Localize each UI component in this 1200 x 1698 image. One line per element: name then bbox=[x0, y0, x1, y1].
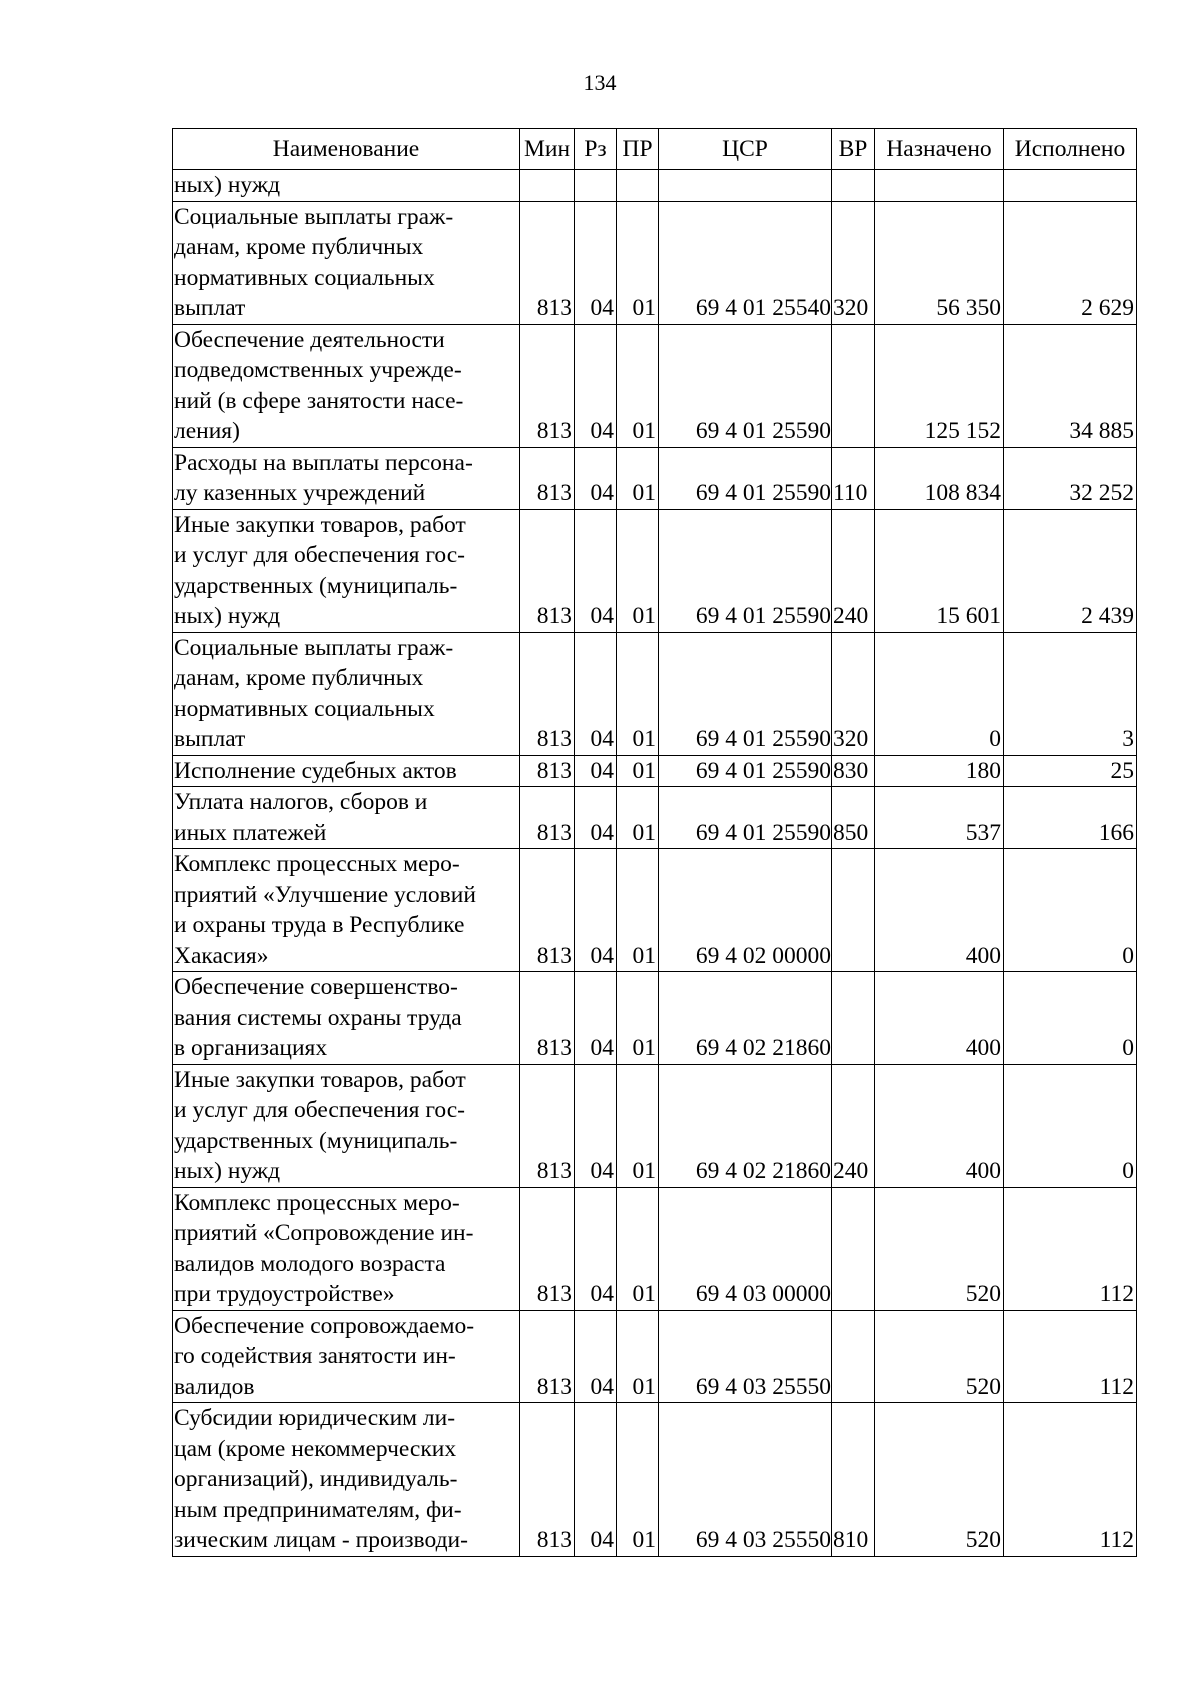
row-pr: 01 bbox=[617, 972, 659, 1065]
row-csr: 69 4 02 00000 bbox=[659, 849, 832, 972]
row-executed: 112 bbox=[1004, 1403, 1137, 1557]
row-csr: 69 4 01 25590 bbox=[659, 632, 832, 755]
row-assigned: 56 350 bbox=[875, 201, 1004, 324]
row-name-line: приятий «Улучшение условий bbox=[174, 881, 476, 908]
row-name bbox=[173, 447, 520, 509]
header-rz: Рз bbox=[575, 129, 617, 170]
row-vr bbox=[832, 1310, 875, 1403]
row-name-line: ударственных (муниципаль- bbox=[174, 1127, 458, 1154]
row-name-line: выплат bbox=[174, 295, 246, 321]
row-rz: 04 bbox=[575, 509, 617, 632]
row-executed: 112 bbox=[1004, 1310, 1137, 1403]
row-pr bbox=[617, 170, 659, 202]
row-min: 813 bbox=[520, 509, 575, 632]
row-name-line: Социальные выплаты граж- bbox=[174, 634, 454, 661]
row-name-line: выплат bbox=[174, 726, 246, 752]
row-assigned: 0 bbox=[875, 632, 1004, 755]
row-name-line: нормативных социальных bbox=[174, 695, 435, 722]
row-assigned: 125 152 bbox=[875, 324, 1004, 447]
row-min: 813 bbox=[520, 972, 575, 1065]
row-name bbox=[173, 1064, 520, 1187]
row-name bbox=[173, 849, 520, 972]
row-name-line: Обеспечение совершенство- bbox=[174, 974, 458, 1000]
row-name-line: ных) нужд bbox=[174, 172, 281, 198]
row-csr bbox=[659, 170, 832, 202]
row-name bbox=[173, 1187, 520, 1310]
row-executed: 25 bbox=[1004, 755, 1137, 787]
header-min: Мин bbox=[520, 129, 575, 170]
row-csr: 69 4 03 25550 bbox=[659, 1403, 832, 1557]
row-csr: 69 4 01 25590 bbox=[659, 509, 832, 632]
row-pr: 01 bbox=[617, 1403, 659, 1557]
table-row bbox=[173, 1187, 1137, 1310]
row-rz: 04 bbox=[575, 632, 617, 755]
table-row bbox=[173, 447, 1137, 509]
row-name-line: и охраны труда в Республике bbox=[174, 912, 465, 938]
table-header-row bbox=[173, 129, 1137, 170]
row-rz: 04 bbox=[575, 787, 617, 849]
row-name-line: Субсидии юридическим ли- bbox=[174, 1405, 456, 1431]
row-vr bbox=[832, 972, 875, 1065]
header-vr: ВР bbox=[832, 129, 875, 170]
row-assigned: 520 bbox=[875, 1310, 1004, 1403]
table-row bbox=[173, 972, 1137, 1065]
row-csr: 69 4 03 25550 bbox=[659, 1310, 832, 1403]
row-assigned: 400 bbox=[875, 1064, 1004, 1187]
row-name-line: Уплата налогов, сборов и bbox=[174, 789, 428, 815]
row-name-line: Исполнение судебных актов bbox=[174, 757, 457, 784]
row-name-line: Иные закупки товаров, работ bbox=[174, 1066, 466, 1093]
row-csr: 69 4 01 25590 bbox=[659, 324, 832, 447]
row-executed: 0 bbox=[1004, 849, 1137, 972]
row-name bbox=[173, 755, 520, 787]
row-name-line: Обеспечение сопровождаемо- bbox=[174, 1312, 475, 1339]
row-name bbox=[173, 972, 520, 1065]
row-vr bbox=[832, 324, 875, 447]
row-name-line: Социальные выплаты граж- bbox=[174, 203, 454, 230]
row-assigned: 520 bbox=[875, 1187, 1004, 1310]
row-name-line: ным предпринимателям, фи- bbox=[174, 1496, 462, 1523]
row-assigned: 15 601 bbox=[875, 509, 1004, 632]
row-assigned: 400 bbox=[875, 849, 1004, 972]
row-executed: 2 629 bbox=[1004, 201, 1137, 324]
row-name bbox=[173, 1403, 520, 1557]
row-name-line: данам, кроме публичных bbox=[174, 234, 424, 260]
row-assigned: 400 bbox=[875, 972, 1004, 1065]
row-vr: 830 bbox=[832, 755, 875, 787]
row-rz: 04 bbox=[575, 1064, 617, 1187]
row-rz: 04 bbox=[575, 201, 617, 324]
row-csr: 69 4 01 25590 bbox=[659, 755, 832, 787]
row-name-line: Иные закупки товаров, работ bbox=[174, 511, 466, 538]
row-name-line: го содействия занятости ин- bbox=[174, 1343, 456, 1369]
row-name-line: ударственных (муниципаль- bbox=[174, 572, 458, 599]
row-pr: 01 bbox=[617, 787, 659, 849]
table-row bbox=[173, 324, 1137, 447]
row-name-line: Комплекс процессных меро- bbox=[174, 851, 460, 877]
row-executed: 0 bbox=[1004, 1064, 1137, 1187]
row-vr bbox=[832, 170, 875, 202]
row-name-line: валидов bbox=[174, 1373, 255, 1400]
row-executed bbox=[1004, 170, 1137, 202]
row-name bbox=[173, 787, 520, 849]
row-executed: 34 885 bbox=[1004, 324, 1137, 447]
row-rz: 04 bbox=[575, 849, 617, 972]
row-name bbox=[173, 201, 520, 324]
row-name-line: иных платежей bbox=[174, 819, 327, 846]
row-vr: 240 bbox=[832, 509, 875, 632]
row-name-line: ных) нужд bbox=[174, 603, 281, 629]
row-vr bbox=[832, 849, 875, 972]
row-name bbox=[173, 170, 520, 202]
row-rz: 04 bbox=[575, 755, 617, 787]
row-name-line: зическим лицам - производи- bbox=[174, 1527, 468, 1553]
header-pr: ПР bbox=[617, 129, 659, 170]
table-body bbox=[173, 170, 1137, 1557]
row-name-line: лу казенных учреждений bbox=[174, 480, 426, 506]
table-row bbox=[173, 1403, 1137, 1557]
row-executed: 32 252 bbox=[1004, 447, 1137, 509]
table-row bbox=[173, 1064, 1137, 1187]
row-csr: 69 4 01 25590 bbox=[659, 787, 832, 849]
page-number: 134 bbox=[583, 70, 617, 95]
row-executed: 112 bbox=[1004, 1187, 1137, 1310]
row-assigned: 180 bbox=[875, 755, 1004, 787]
row-min: 813 bbox=[520, 324, 575, 447]
row-csr: 69 4 02 21860 bbox=[659, 1064, 832, 1187]
row-name-line: в организациях bbox=[174, 1035, 328, 1061]
row-name bbox=[173, 324, 520, 447]
row-csr: 69 4 03 00000 bbox=[659, 1187, 832, 1310]
row-vr: 240 bbox=[832, 1064, 875, 1187]
row-executed: 3 bbox=[1004, 632, 1137, 755]
row-assigned: 520 bbox=[875, 1403, 1004, 1557]
row-name-line: и услуг для обеспечения гос- bbox=[174, 1097, 465, 1123]
table-row bbox=[173, 509, 1137, 632]
row-rz: 04 bbox=[575, 1310, 617, 1403]
table-row bbox=[173, 787, 1137, 849]
row-csr: 69 4 01 25540 bbox=[659, 201, 832, 324]
row-pr: 01 bbox=[617, 1064, 659, 1187]
row-rz: 04 bbox=[575, 972, 617, 1065]
row-min: 813 bbox=[520, 1310, 575, 1403]
row-rz: 04 bbox=[575, 1403, 617, 1557]
row-name-line: Расходы на выплаты персона- bbox=[174, 449, 473, 476]
row-pr: 01 bbox=[617, 1310, 659, 1403]
row-name-line: организаций), индивидуаль- bbox=[174, 1466, 458, 1492]
row-name-line: нормативных социальных bbox=[174, 264, 435, 291]
row-assigned: 537 bbox=[875, 787, 1004, 849]
row-executed: 166 bbox=[1004, 787, 1137, 849]
row-name-line: при трудоустройстве» bbox=[174, 1281, 395, 1307]
row-pr: 01 bbox=[617, 447, 659, 509]
table-row bbox=[173, 849, 1137, 972]
row-name-line: ления) bbox=[174, 418, 240, 444]
row-name-line: данам, кроме публичных bbox=[174, 665, 424, 691]
table-row bbox=[173, 755, 1137, 787]
row-name-line: валидов молодого возраста bbox=[174, 1250, 446, 1277]
budget-table bbox=[172, 128, 1137, 1557]
row-name bbox=[173, 1310, 520, 1403]
row-vr: 320 bbox=[832, 632, 875, 755]
row-name-line: и услуг для обеспечения гос- bbox=[174, 542, 465, 568]
table-row bbox=[173, 632, 1137, 755]
row-min: 813 bbox=[520, 447, 575, 509]
row-name-line: Хакасия» bbox=[174, 942, 269, 969]
row-pr: 01 bbox=[617, 324, 659, 447]
row-csr: 69 4 01 25590 bbox=[659, 447, 832, 509]
row-pr: 01 bbox=[617, 632, 659, 755]
row-pr: 01 bbox=[617, 1187, 659, 1310]
row-vr: 110 bbox=[832, 447, 875, 509]
row-name bbox=[173, 632, 520, 755]
table-row bbox=[173, 201, 1137, 324]
row-name-line: Комплекс процессных меро- bbox=[174, 1189, 460, 1216]
row-vr bbox=[832, 1187, 875, 1310]
row-csr: 69 4 02 21860 bbox=[659, 972, 832, 1065]
row-min: 813 bbox=[520, 201, 575, 324]
table-row bbox=[173, 170, 1137, 202]
row-pr: 01 bbox=[617, 849, 659, 972]
row-assigned: 108 834 bbox=[875, 447, 1004, 509]
row-rz: 04 bbox=[575, 447, 617, 509]
row-name-line: ний (в сфере занятости насе- bbox=[174, 387, 464, 414]
header-csr: ЦСР bbox=[659, 129, 832, 170]
row-pr: 01 bbox=[617, 201, 659, 324]
header-assigned: Назначено bbox=[875, 129, 1004, 170]
row-min bbox=[520, 170, 575, 202]
row-rz bbox=[575, 170, 617, 202]
row-min: 813 bbox=[520, 1187, 575, 1310]
row-min: 813 bbox=[520, 849, 575, 972]
row-name-line: ных) нужд bbox=[174, 1158, 281, 1184]
row-vr: 810 bbox=[832, 1403, 875, 1557]
row-executed: 2 439 bbox=[1004, 509, 1137, 632]
row-min: 813 bbox=[520, 755, 575, 787]
row-name-line: приятий «Сопровождение ин- bbox=[174, 1220, 474, 1246]
row-min: 813 bbox=[520, 1403, 575, 1557]
row-pr: 01 bbox=[617, 509, 659, 632]
row-vr: 850 bbox=[832, 787, 875, 849]
row-name-line: подведомственных учрежде- bbox=[174, 357, 462, 383]
row-min: 813 bbox=[520, 632, 575, 755]
row-pr: 01 bbox=[617, 755, 659, 787]
row-name-line: вания системы охраны труда bbox=[174, 1004, 462, 1031]
table-row bbox=[173, 1310, 1137, 1403]
row-vr: 320 bbox=[832, 201, 875, 324]
header-executed: Исполнено bbox=[1004, 129, 1137, 170]
row-min: 813 bbox=[520, 1064, 575, 1187]
row-rz: 04 bbox=[575, 324, 617, 447]
row-name bbox=[173, 509, 520, 632]
row-executed: 0 bbox=[1004, 972, 1137, 1065]
row-min: 813 bbox=[520, 787, 575, 849]
row-assigned bbox=[875, 170, 1004, 202]
header-name: Наименование bbox=[173, 129, 520, 170]
row-rz: 04 bbox=[575, 1187, 617, 1310]
row-name-line: цам (кроме некоммерческих bbox=[174, 1435, 457, 1462]
row-name-line: Обеспечение деятельности bbox=[174, 326, 445, 353]
